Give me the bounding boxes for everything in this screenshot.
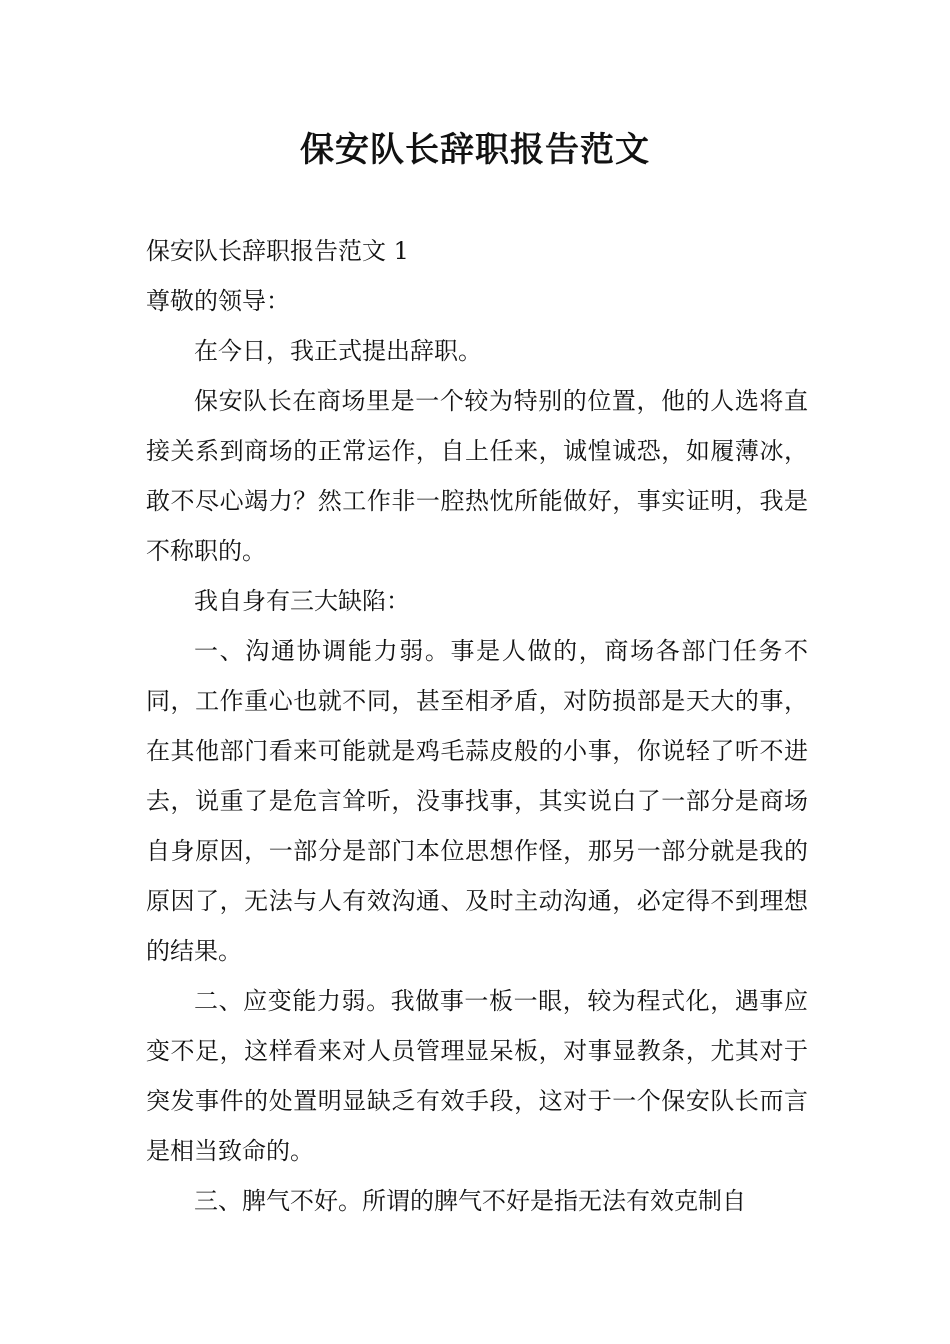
paragraph-5: 二、应变能力弱。我做事一板一眼，较为程式化，遇事应变不足，这样看来对人员管理显呆板，对事显教条，尤其对于突发事件的处置明显缺乏有效手段，这对于一个保安队长而言是相当致命的。 [146, 987, 808, 1165]
document-subtitle: 保安队长辞职报告范文 1 [146, 237, 409, 265]
salutation: 尊敬的领导： [146, 287, 290, 315]
document-title: 保安队长辞职报告范文 [300, 130, 650, 170]
document-body [146, 226, 808, 1226]
paragraph-1: 在今日，我正式提出辞职。 [194, 337, 482, 365]
paragraph-2: 保安队长在商场里是一个较为特别的位置，他的人选将直接关系到商场的正常运作，自上任来，诚惶诚恐，如履薄冰，敢不尽心竭力？然工作非一腔热忱所能做好，事实证明，我是不称职的。 [146, 387, 808, 565]
paragraph-6: 三、脾气不好。所谓的脾气不好是指无法有效克制自 [194, 1187, 746, 1215]
paragraph-4: 一、沟通协调能力弱。事是人做的，商场各部门任务不同，工作重心也就不同，甚至相矛盾，对防损部是天大的事，在其他部门看来可能就是鸡毛蒜皮般的小事，你说轻了听不进去，说重了是危言耸听，没事找事，其实说白了一部分是商场自身原因，一部分是部门本位思想作怪，那另一部分就是我的原因了，无法与人有效沟通、及时主动沟通，必定得不到理想的结果。 [146, 637, 808, 965]
paragraph-3: 我自身有三大缺陷： [194, 587, 410, 615]
